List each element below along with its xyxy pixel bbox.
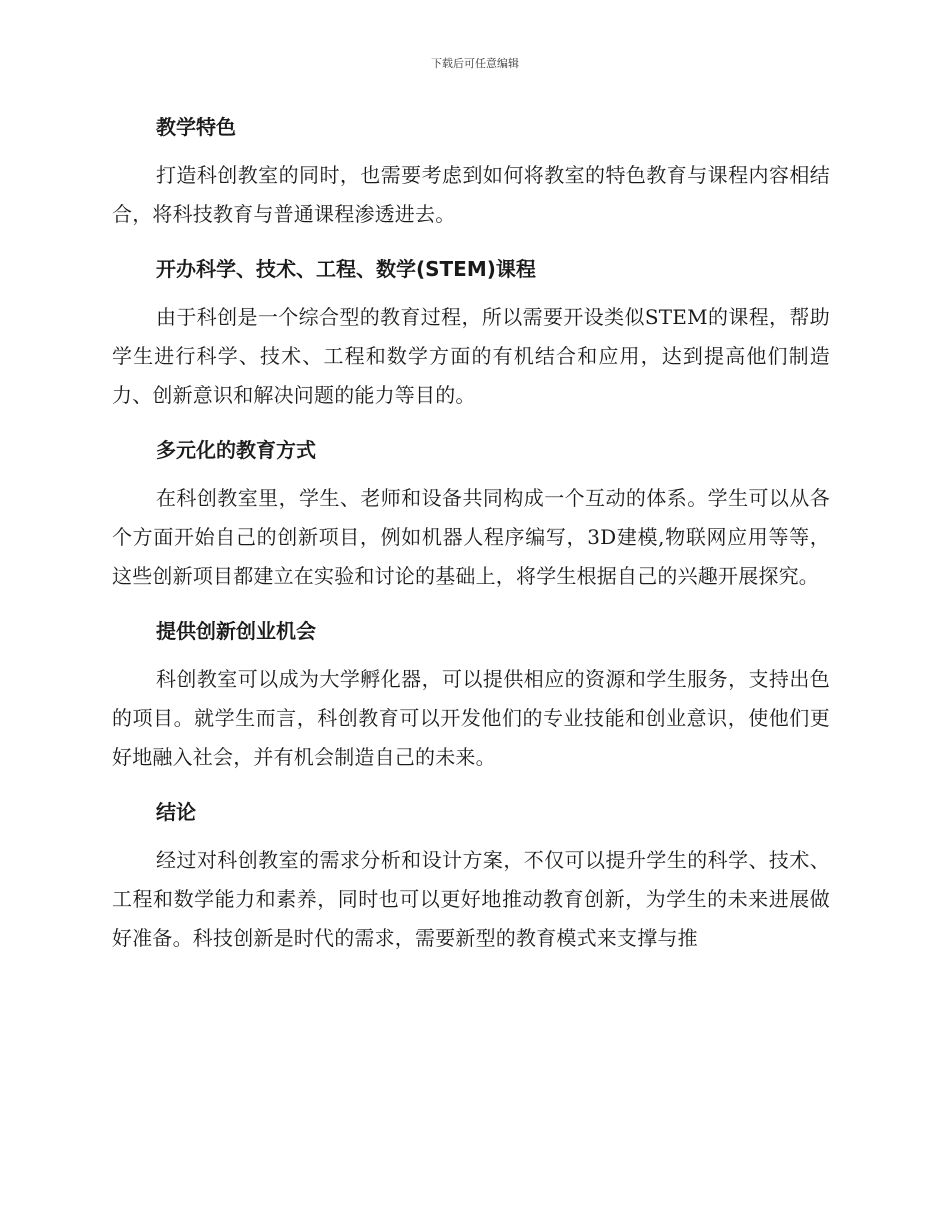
document-body	[112, 108, 830, 974]
section-heading-conclusion: 结论	[156, 800, 196, 824]
section-paragraph-entrepreneurship: 科创教室可以成为大学孵化器，可以提供相应的资源和学生服务，支持出色的项目。就学生而言，科创教育可以开发他们的专业技能和创业意识，使他们更好地融入社会，并有机会制造自己的未来。	[112, 667, 830, 769]
section-heading-teaching-features: 教学特色	[156, 115, 236, 139]
page-header: 下载后可任意编辑	[431, 57, 519, 70]
section-paragraph-stem-courses: 由于科创是一个综合型的教育过程，所以需要开设类似STEM的课程，帮助学生进行科学、技术、工程和数学方面的有机结合和应用，达到提高他们制造力、创新意识和解决问题的能力等目的。	[112, 305, 830, 407]
section-paragraph-teaching-features: 打造科创教室的同时，也需要考虑到如何将教室的特色教育与课程内容相结合，将科技教育与普通课程渗透进去。	[112, 163, 830, 226]
section-heading-diverse-education: 多元化的教育方式	[156, 438, 316, 462]
section-paragraph-conclusion: 经过对科创教室的需求分析和设计方案，不仅可以提升学生的科学、技术、工程和数学能力和素养，同时也可以更好地推动教育创新，为学生的未来进展做好准备。科技创新是时代的需求，需要新型的教育模式来支撑与推	[112, 848, 830, 950]
section-heading-stem-courses: 开办科学、技术、工程、数学(STEM)课程	[156, 257, 536, 281]
section-paragraph-diverse-education: 在科创教室里，学生、老师和设备共同构成一个互动的体系。学生可以从各个方面开始自己的创新项目，例如机器人程序编写，3D建模,物联网应用等等，这些创新项目都建立在实验和讨论的基础上，将学生根据自己的兴趣开展探究。	[112, 486, 830, 588]
section-heading-entrepreneurship: 提供创新创业机会	[156, 619, 316, 643]
